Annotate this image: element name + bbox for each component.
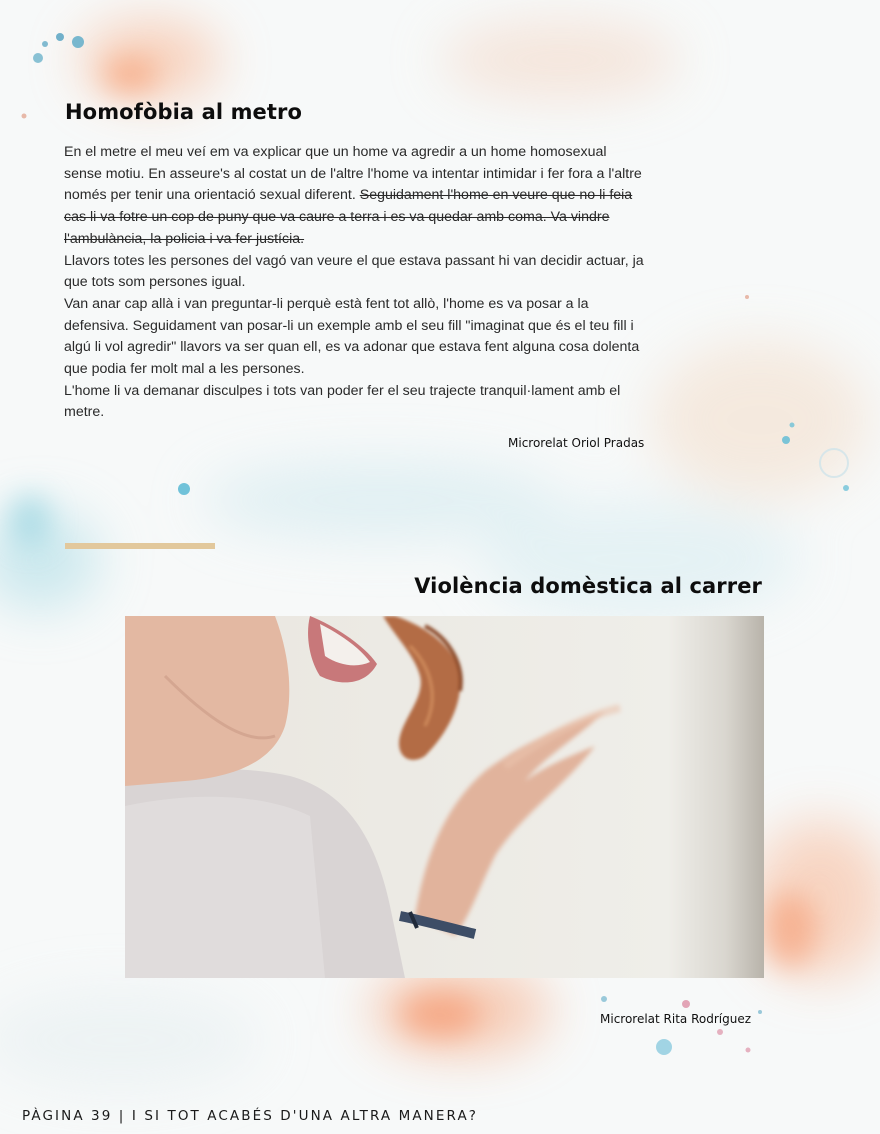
story-1-text — [64, 142, 724, 424]
story-line — [64, 207, 724, 229]
story-2-photo — [125, 616, 764, 978]
photo-illustration — [125, 616, 764, 978]
story-1-credit: Microrelat Oriol Pradas — [508, 436, 645, 450]
page-footer: PÀGINA 39 | I SI TOT ACABÉS D'UNA ALTRA MANERA? — [22, 1108, 479, 1124]
struck-text: Seguidament l'home en veure que no li feia — [359, 187, 633, 204]
story-line: Van anar cap allà i van preguntar-li perquè està fent tot allò, l'home es va posar a la — [64, 295, 589, 312]
struck-text: l'ambulància, la policia i va fer justícia. — [64, 230, 305, 247]
story-line — [64, 185, 724, 207]
story-line: metre. — [64, 404, 105, 421]
story-line: defensiva. Seguidament van posar-li un exemple amb el seu fill "imaginat que és el teu fill i — [64, 317, 634, 334]
section-divider — [65, 543, 215, 549]
story-2-title: Violència domèstica al carrer — [414, 574, 762, 598]
story-2-credit: Microrelat Rita Rodríguez — [600, 1012, 752, 1026]
story-line: sense motiu. En asseure's al costat un de l'altre l'home va intentar intimidar i fer fora a l'altre — [64, 165, 642, 182]
story-line: que tots som persones igual. — [64, 274, 246, 291]
struck-text: cas li va fotre un cop de puny que va caure a terra i es va quedar amb coma. Va vindre — [64, 209, 610, 226]
story-line — [64, 229, 724, 251]
story-line: algú li vol agredir" llavors va ser quan ell, es va adonar que estava fent alguna cosa dolenta — [64, 339, 640, 356]
story-line: que podia fer molt mal a les persones. — [64, 361, 305, 378]
story-line: L'home li va demanar disculpes i tots van poder fer el seu trajecte tranquil·lament amb el — [64, 382, 621, 399]
story-line: Llavors totes les persones del vagó van veure el que estava passant hi van decidir actuar, ja — [64, 252, 644, 269]
story-1-title: Homofòbia al metro — [65, 100, 303, 124]
story-text: només per tenir una orientació sexual diferent. — [64, 187, 360, 204]
story-line: En el metre el meu veí em va explicar que un home va agredir a un home homosexual — [64, 144, 607, 160]
